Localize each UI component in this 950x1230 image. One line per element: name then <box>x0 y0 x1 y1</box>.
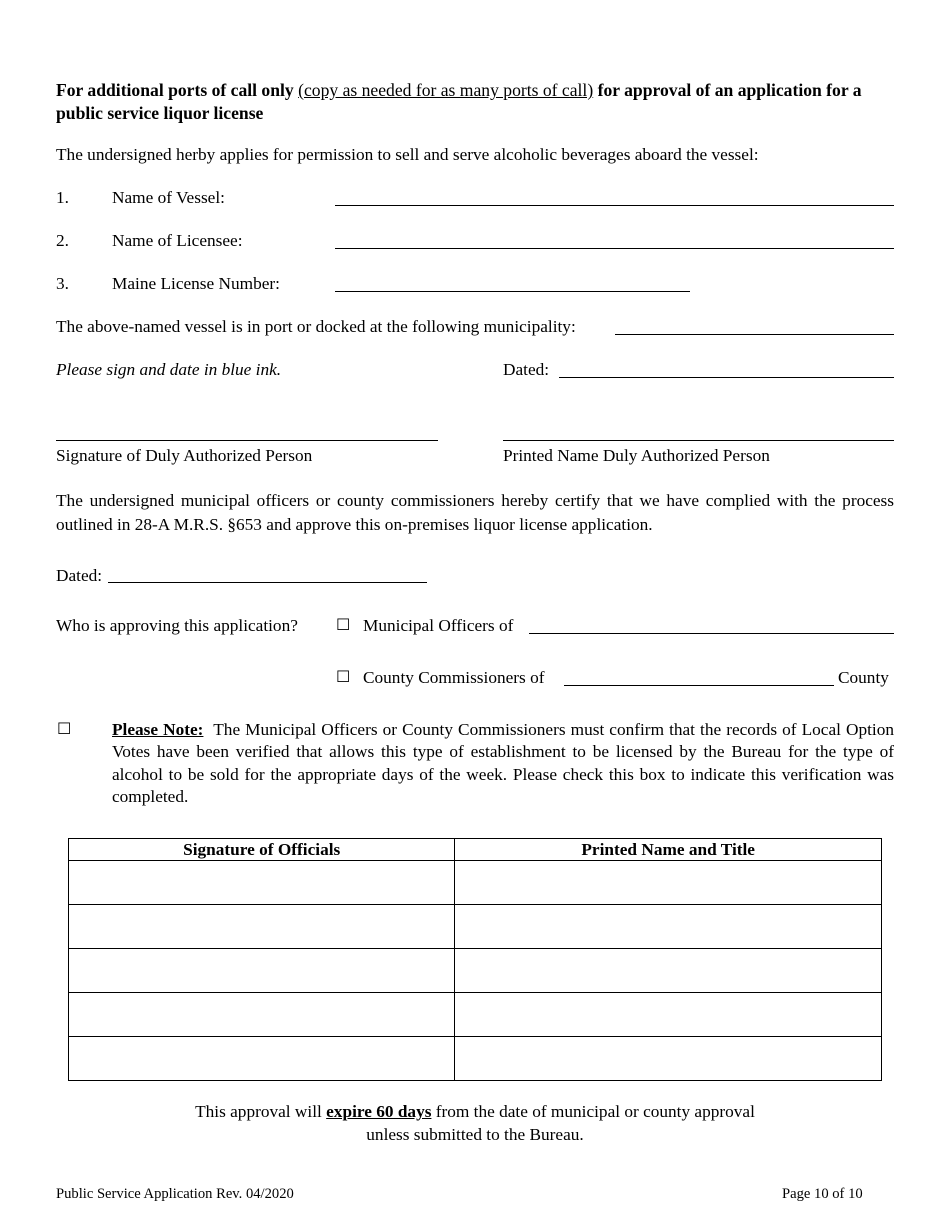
official-signature-cell[interactable] <box>69 861 455 905</box>
please-note-text <box>112 719 894 809</box>
vessel-name-label: Name of Vessel: <box>112 188 225 207</box>
county-checkbox[interactable]: ☐ <box>336 667 351 686</box>
approval-dated-field[interactable] <box>108 582 427 583</box>
signature-line[interactable] <box>56 440 438 441</box>
approval-question: Who is approving this application? <box>56 616 298 635</box>
expiry-emphasis: expire 60 days <box>326 1102 432 1121</box>
table-header-printed-name: Printed Name and Title <box>455 839 882 861</box>
municipality-label: The above-named vessel is in port or docked at the following municipality: <box>56 317 576 336</box>
officials-table <box>68 838 882 1081</box>
municipal-officers-label: Municipal Officers of <box>363 616 514 635</box>
county-commissioners-field[interactable] <box>564 685 834 686</box>
official-name-cell[interactable] <box>455 1037 882 1081</box>
official-signature-cell[interactable] <box>69 993 455 1037</box>
license-number-label: Maine License Number: <box>112 274 280 293</box>
dated-label: Dated: <box>503 360 550 379</box>
table-row <box>69 861 882 905</box>
county-suffix: County <box>838 668 889 687</box>
heading-underlined: (copy as needed for as many ports of call) <box>298 80 594 100</box>
table-header-signature: Signature of Officials <box>69 839 455 861</box>
signature-label: Signature of Duly Authorized Person <box>56 446 313 465</box>
municipal-officers-field[interactable] <box>529 633 894 634</box>
table-row <box>69 1037 882 1081</box>
official-name-cell[interactable] <box>455 861 882 905</box>
blue-ink-note: Please sign and date in blue ink. <box>56 360 282 379</box>
municipal-checkbox[interactable]: ☐ <box>336 615 351 634</box>
page-number: Page 10 of 10 <box>782 1186 863 1202</box>
official-name-cell[interactable] <box>455 905 882 949</box>
expiry-after: from the date of municipal or county approval <box>435 1102 755 1121</box>
certify-text: The undersigned municipal officers or county commissioners hereby certify that we have complied with the process outlined in 28-A M.R.S. §653 and approve this on-premises liquor license application. <box>56 491 894 535</box>
field-number: 1. <box>56 188 69 207</box>
official-signature-cell[interactable] <box>69 905 455 949</box>
expiry-before: This approval will <box>195 1102 322 1121</box>
official-signature-cell[interactable] <box>69 1037 455 1081</box>
county-commissioners-label: County Commissioners of <box>363 668 545 687</box>
table-row <box>69 949 882 993</box>
license-number-field[interactable] <box>335 291 690 292</box>
printed-name-label: Printed Name Duly Authorized Person <box>503 446 770 465</box>
form-heading <box>56 79 896 124</box>
please-note-body: The Municipal Officers or County Commissioners must confirm that the records of Local Option Votes have been verified that allows this type of establishment to be licensed by the Bureau for the type of alcohol to be sold for the appropriate days of the week. Please check this box to indicate this verification was completed. <box>112 720 894 807</box>
table-row <box>69 905 882 949</box>
official-name-cell[interactable] <box>455 949 882 993</box>
dated-field[interactable] <box>559 377 894 378</box>
expiry-notice <box>0 1101 950 1147</box>
footer-revision: Public Service Application Rev. 04/2020 <box>56 1186 294 1202</box>
printed-name-line[interactable] <box>503 440 894 441</box>
approval-dated-label: Dated: <box>56 566 103 585</box>
table-row <box>69 993 882 1037</box>
field-number: 3. <box>56 274 69 293</box>
official-name-cell[interactable] <box>455 993 882 1037</box>
expiry-line2: unless submitted to the Bureau. <box>366 1124 584 1144</box>
verification-checkbox[interactable]: ☐ <box>57 719 72 738</box>
please-note-title: Please Note: <box>112 720 204 739</box>
intro-text: The undersigned herby applies for permission to sell and serve alcoholic beverages aboard the vessel: <box>56 145 759 164</box>
heading-bold-start: For additional ports of call only <box>56 80 294 100</box>
municipality-field[interactable] <box>615 334 894 335</box>
licensee-name-field[interactable] <box>335 248 894 249</box>
field-number: 2. <box>56 231 69 250</box>
heading-bold-end: for approval of an application for a public service liquor license <box>56 80 862 123</box>
official-signature-cell[interactable] <box>69 949 455 993</box>
licensee-name-label: Name of Licensee: <box>112 231 243 250</box>
vessel-name-field[interactable] <box>335 205 894 206</box>
